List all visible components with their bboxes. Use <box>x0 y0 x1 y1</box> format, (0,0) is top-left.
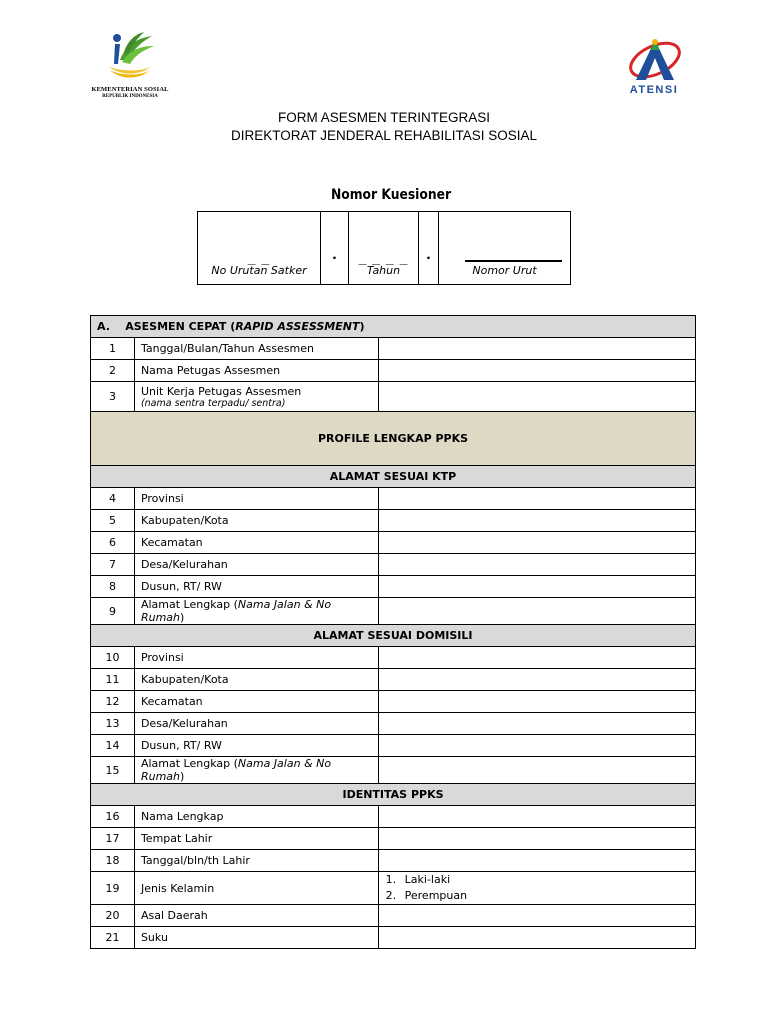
table-row: 4 Provinsi <box>91 488 696 510</box>
kemensos-logo <box>84 30 176 104</box>
tahun-label: Tahun <box>366 264 401 277</box>
kemensos-name: KEMENTERIAN SOSIAL <box>91 86 169 93</box>
answer-field[interactable] <box>378 554 695 576</box>
table-row: 14 Dusun, RT/ RW <box>91 735 696 757</box>
option-perempuan[interactable]: 2. Perempuan <box>385 889 468 902</box>
answer-field[interactable] <box>378 382 695 412</box>
table-row: 5 Kabupaten/Kota <box>91 510 696 532</box>
table-row: 12 Kecamatan <box>91 691 696 713</box>
table-row: 15 Alamat Lengkap (Nama Jalan & No Rumah) <box>91 757 696 784</box>
table-row: 6 Kecamatan <box>91 532 696 554</box>
identitas-header: IDENTITAS PPKS <box>91 784 696 806</box>
answer-field[interactable] <box>378 713 695 735</box>
table-row: 19 Jenis Kelamin 1. Laki-laki 2. Perempuan <box>91 872 696 905</box>
table-row: 20 Asal Daerah <box>91 905 696 927</box>
table-row: 9 Alamat Lengkap (Nama Jalan & No Rumah) <box>91 598 696 625</box>
nomor-urut-line <box>465 260 562 262</box>
table-row: 18 Tanggal/bln/th Lahir <box>91 850 696 872</box>
assessment-table <box>90 315 696 949</box>
answer-field[interactable] <box>378 757 695 784</box>
atensi-logo <box>620 36 690 100</box>
table-row: 8 Dusun, RT/ RW <box>91 576 696 598</box>
table-row: 7 Desa/Kelurahan <box>91 554 696 576</box>
answer-field[interactable] <box>378 828 695 850</box>
answer-field[interactable] <box>378 510 695 532</box>
table-row: 17 Tempat Lahir <box>91 828 696 850</box>
answer-field[interactable] <box>378 669 695 691</box>
answer-field[interactable] <box>378 338 695 360</box>
tahun-dash: _ _ _ _ <box>358 250 409 266</box>
atensi-emblem-icon <box>626 36 684 84</box>
answer-field[interactable] <box>378 691 695 713</box>
answer-field[interactable] <box>378 532 695 554</box>
satker-field[interactable] <box>198 212 321 284</box>
atensi-text: ATENSI <box>629 84 679 96</box>
domisili-header: ALAMAT SESUAI DOMISILI <box>91 625 696 647</box>
table-row: 2 Nama Petugas Assesmen <box>91 360 696 382</box>
answer-field[interactable] <box>378 927 695 949</box>
table-row: 21 Suku <box>91 927 696 949</box>
nomor-urut-field[interactable] <box>439 212 570 284</box>
form-title: FORM ASESMEN TERINTEGRASI <box>277 110 491 125</box>
answer-field[interactable] <box>378 647 695 669</box>
table-row: 3 Unit Kerja Petugas Assesmen (nama sentra terpadu/ sentra) <box>91 382 696 412</box>
table-row: 11 Kabupaten/Kota <box>91 669 696 691</box>
profile-header: PROFILE LENGKAP PPKS <box>91 412 696 466</box>
satker-label: No Urutan Satker <box>211 264 307 277</box>
answer-field[interactable] <box>378 905 695 927</box>
answer-field[interactable] <box>378 598 695 625</box>
kemensos-emblem-icon <box>106 30 156 86</box>
table-row: 16 Nama Lengkap <box>91 806 696 828</box>
nomor-kuesioner-box <box>197 211 571 285</box>
answer-field[interactable] <box>378 488 695 510</box>
table-row: 13 Desa/Kelurahan <box>91 713 696 735</box>
separator-1: . <box>321 212 349 284</box>
table-row: 10 Provinsi <box>91 647 696 669</box>
table-row: 1 Tanggal/Bulan/Tahun Assesmen <box>91 338 696 360</box>
ktp-header: ALAMAT SESUAI KTP <box>91 466 696 488</box>
answer-field[interactable] <box>378 735 695 757</box>
separator-2: . <box>419 212 439 284</box>
answer-field[interactable] <box>378 360 695 382</box>
answer-field[interactable] <box>378 806 695 828</box>
option-laki-laki[interactable]: 1. Laki-laki <box>385 873 451 886</box>
tahun-field[interactable] <box>349 212 419 284</box>
satker-dash: _ _ <box>247 250 271 266</box>
answer-field[interactable] <box>378 576 695 598</box>
kemensos-subname: REPUBLIK INDONESIA <box>102 94 158 99</box>
form-subtitle: DIREKTORAT JENDERAL REHABILITASI SOSIAL <box>230 128 538 143</box>
section-a-header: A. ASESMEN CEPAT (RAPID ASSESSMENT) <box>91 316 696 338</box>
kuesioner-title: Nomor Kuesioner <box>330 187 452 203</box>
answer-field[interactable] <box>378 850 695 872</box>
gender-options <box>378 872 695 905</box>
nomor-urut-label: Nomor Urut <box>472 264 537 277</box>
